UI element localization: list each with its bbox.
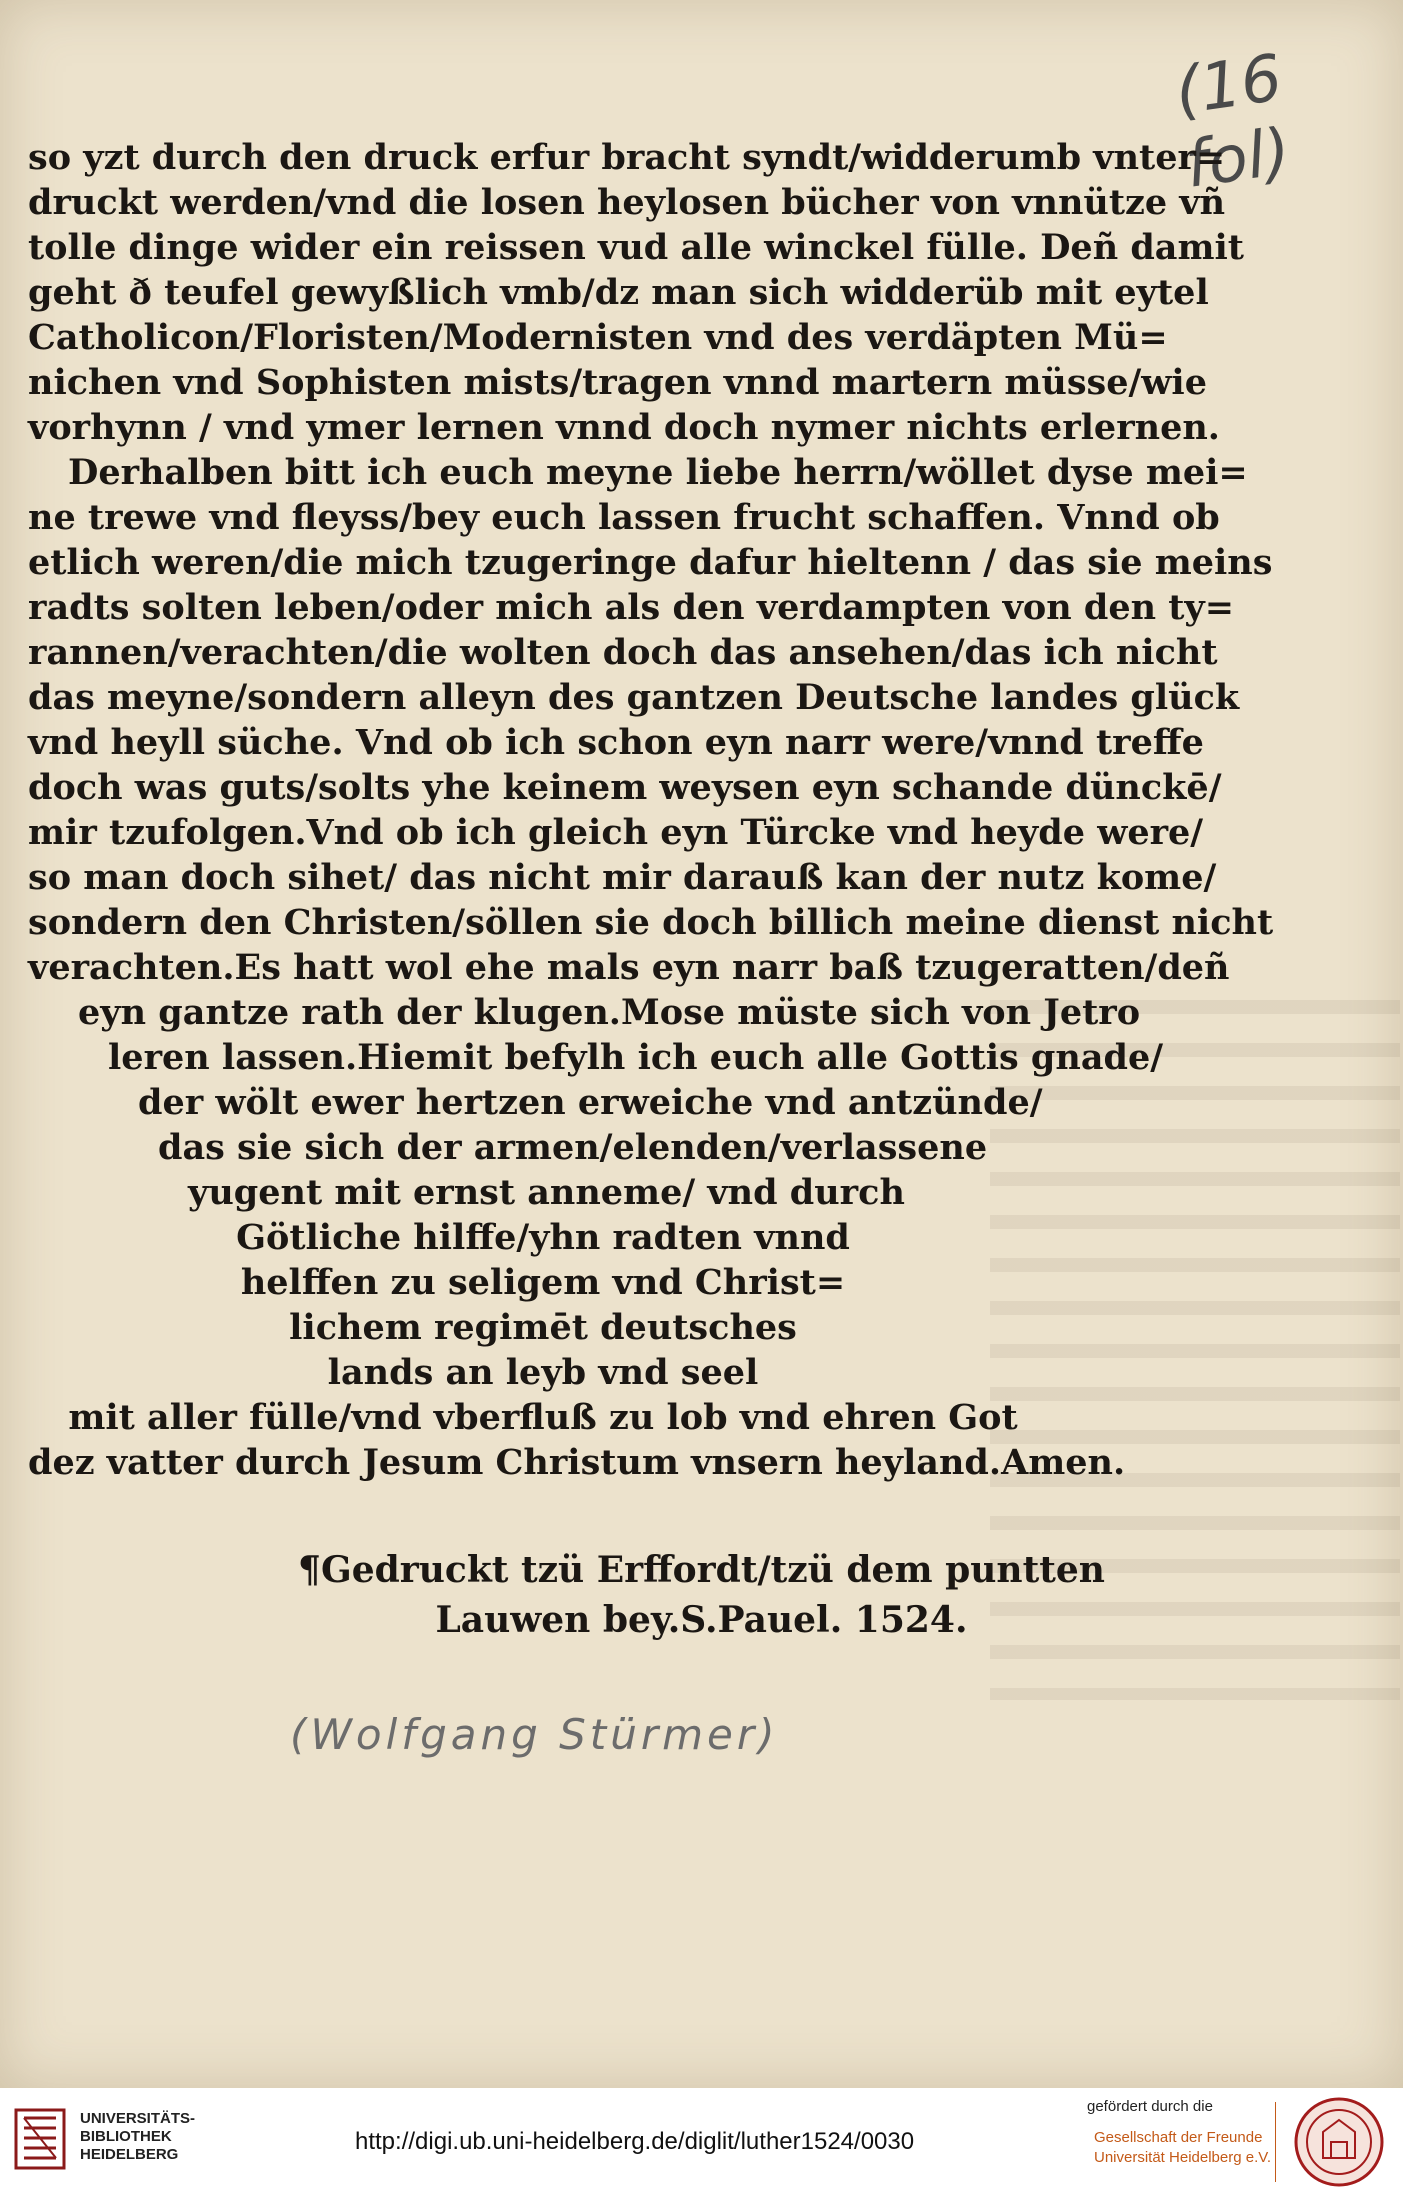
text-line: sondern den Christen/söllen sie doch billich meine dienst nicht [28,902,1274,943]
text-line: mir tzufolgen.Vnd ob ich gleich eyn Türcke vnd heyde were/ [28,812,1204,853]
library-name-line: HEIDELBERG [80,2146,179,2163]
text-line: Götliche hilffe/yhn radten vnnd [236,1217,850,1258]
text-line: rannen/verachten/die wolten doch das ansehen/das ich nicht [28,632,1218,673]
text-line: das sie sich der armen/elenden/verlassene [158,1127,988,1168]
colophon-line: ¶Gedruckt tzü Erffordt/tzü dem puntten [298,1549,1105,1591]
shelfmark-note: (16 fol) [1170,41,1295,203]
body-text [28,135,1274,1485]
sponsor-name-line: Universität Heidelberg e.V. [1094,2149,1272,2166]
text-line: dez vatter durch Jesum Christum vnsern heyland.Amen. [28,1442,1126,1483]
sponsor-name[interactable] [1094,2128,1271,2168]
text-line: so man doch sihet/ das nicht mir darauß kan der nutz kome/ [28,857,1217,898]
colophon [0,1545,1403,1645]
text-line: geht ð teufel gewyßlich vmb/dz man sich widderüb mit eytel [28,272,1209,313]
text-line: tolle dinge wider ein reissen vud alle winckel fülle. Deñ damit [28,227,1244,268]
text-line: yugent mit ernst anneme/ vnd durch [188,1172,905,1213]
text-line: radts solten leben/oder mich als den verdampten von den ty= [28,587,1235,628]
library-name [80,2110,195,2164]
text-line: verachten.Es hatt wol ehe mals eyn narr baß tzugeratten/deñ [28,947,1230,988]
text-line: so yzt durch den druck erfur bracht syndt/widderumb vnter= [28,137,1226,178]
pencil-annotation: (Wolfgang Stürmer) [290,1710,779,1759]
university-seal-icon[interactable] [1293,2096,1385,2188]
text-line: ne trewe vnd fleyss/bey euch lassen frucht schaffen. Vnnd ob [28,497,1220,538]
text-line: Derhalben bitt ich euch meyne liebe herrn/wöllet dyse mei= [68,452,1248,493]
text-line: leren lassen.Hiemit befylh ich euch alle Gottis gnade/ [108,1037,1164,1078]
footer-divider [1275,2102,1276,2182]
text-line: vnd heyll süche. Vnd ob ich schon eyn narr were/vnnd treffe [28,722,1204,763]
text-line: lichem regimēt deutsches [289,1307,797,1348]
text-line: Catholicon/Floristen/Modernisten vnd des verdäpten Mü= [28,317,1168,358]
text-line: eyn gantze rath der klugen.Mose müste sich von Jetro [78,992,1141,1033]
text-line: lands an leyb vnd seel [327,1352,759,1393]
text-line: der wölt ewer hertzen erweiche vnd antzünde/ [138,1082,1043,1123]
library-name-line: BIBLIOTHEK [80,2128,172,2145]
permalink-url[interactable]: http://digi.ub.uni-heidelberg.de/diglit/luther1524/0030 [355,2128,915,2155]
text-line: nichen vnd Sophisten mists/tragen vnnd martern müsse/wie [28,362,1207,403]
sponsor-name-line: Gesellschaft der Freunde [1094,2129,1263,2146]
text-line: vorhynn / vnd ymer lernen vnnd doch nymer nichts erlernen. [28,407,1220,448]
text-line: mit aller fülle/vnd vberfluß zu lob vnd ehren Got [68,1397,1018,1438]
text-line: druckt werden/vnd die losen heylosen bücher von vnnütze vñ [28,182,1226,223]
text-line: das meyne/sondern alleyn des gantzen Deutsche landes glück [28,677,1240,718]
text-line: doch was guts/solts yhe keinem weysen eyn schande dünckē/ [28,767,1222,808]
text-line: helffen zu seligem vnd Christ= [240,1262,846,1303]
library-logo-icon[interactable] [14,2104,66,2174]
colophon-line: Lauwen bey.S.Pauel. 1524. [435,1599,968,1641]
sponsor-label: gefördert durch die [1087,2098,1213,2115]
viewer-footer [0,2088,1403,2194]
text-line: etlich weren/die mich tzugeringe dafur hieltenn / das sie meins [28,542,1273,583]
library-name-line: UNIVERSITÄTS- [80,2110,196,2127]
